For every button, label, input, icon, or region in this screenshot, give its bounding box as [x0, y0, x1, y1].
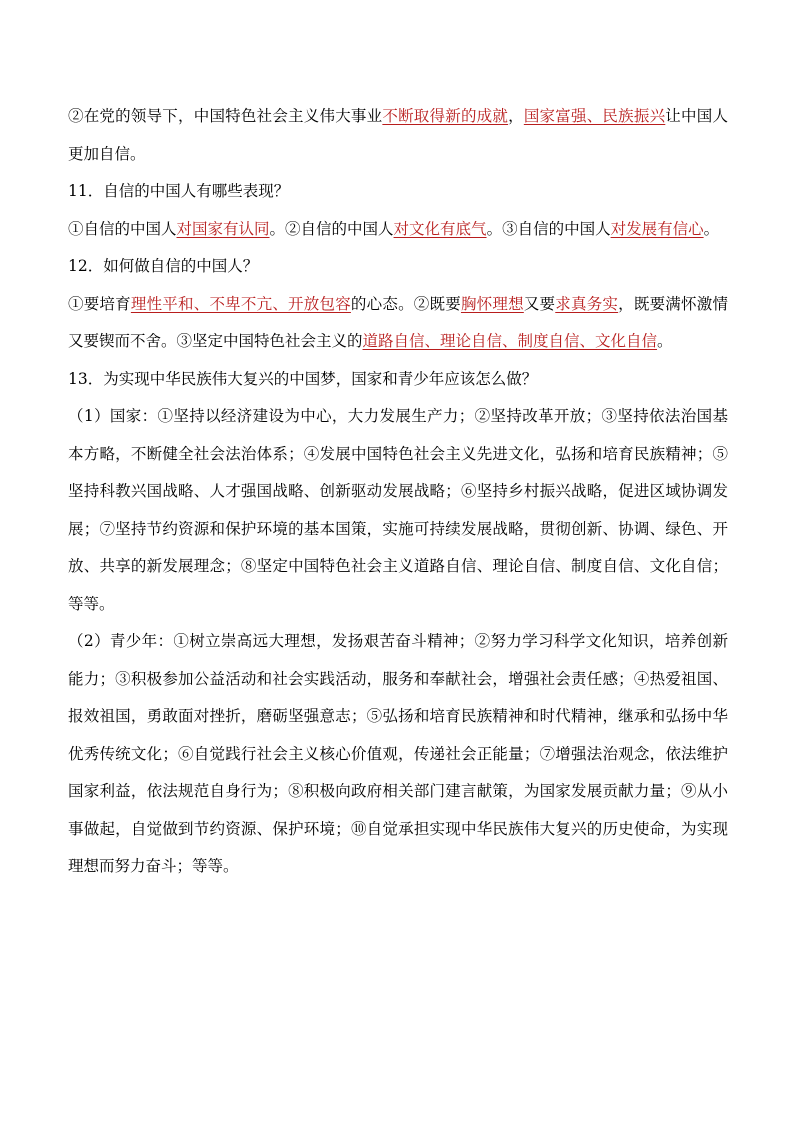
- key-point-underline: 理性平和、不卑不亢、开放包容: [130, 294, 351, 313]
- question-11: 11．自信的中国人有哪些表现？: [68, 182, 290, 200]
- answer-13-youth: （2）青少年：①树立崇高远大理想，发扬艰苦奋斗精神；②努力学习科学文化知识，培养创新能力；③积极参加公益活动和社会实践活动，服务和奉献社会，增强社会责任感；④热爱祖国、报效祖国，勇敢面对挫折，磨砺坚强意志；⑤弘扬和培育民族精神和时代精神，继承和弘扬中华优秀传统文化；⑥自觉践行社会主义核心价值观，传递社会正能量；⑦增强法治观念，依法维护国家利益，依法规范自身行为；⑧积极向政府相关部门建言献策，为国家发展贡献力量；⑨从小事做起，自觉做到节约资源、保护环境；⑩自觉承担实现中华民族伟大复兴的历史使命，为实现理想而努力奋斗；等等。: [68, 632, 728, 875]
- text-run: 让中国人更加自信。: [68, 107, 728, 163]
- question-13: 13．为实现中华民族伟大复兴的中国梦，国家和青少年应该怎么做？: [68, 369, 538, 388]
- text-run: ②在党的领导下，中国特色社会主义伟大事业: [68, 107, 383, 125]
- text-run: ①自信的中国人: [68, 219, 177, 238]
- text-run: ，: [508, 107, 524, 125]
- text-run: 。③自信的中国人: [486, 219, 611, 238]
- key-point-underline: 国家富强、民族振兴: [523, 107, 666, 125]
- key-point-underline: 道路自信、理论自信、制度自信、文化自信: [362, 332, 658, 350]
- key-point-underline: 对文化有底气: [393, 219, 487, 238]
- question-12: 12．如何做自信的中国人？: [68, 257, 259, 275]
- text-run: ①要培育: [68, 294, 131, 313]
- text-run: 。: [703, 219, 720, 238]
- document-page: [68, 98, 728, 886]
- text-run: 。: [657, 332, 673, 350]
- text-run: ，既要满怀激情又要锲而不舍。③坚定中国特色社会主义的: [68, 294, 728, 350]
- key-point-underline: 对发展有信心: [610, 219, 704, 238]
- answer-13-state: （1）国家：①坚持以经济建设为中心，大力发展生产力；②坚持改革开放；③坚持依法治国基本方略，不断健全社会法治体系；④发展中国特色社会主义先进文化，弘扬和培育民族精神；⑤坚持科教兴国战略、人才强国战略、创新驱动发展战略；⑥坚持乡村振兴战略，促进区域协调发展；⑦坚持节约资源和保护环境的基本国策，实施可持续发展战略，贯彻创新、协调、绿色、开放、共享的新发展理念；⑧坚定中国特色社会主义道路自信、理论自信、制度自信、文化自信；等等。: [68, 407, 728, 613]
- key-point-underline: 不断取得新的成就: [382, 107, 509, 125]
- key-point-underline: 对国家有认同: [176, 219, 270, 238]
- paragraph-confidence-reason: [68, 98, 728, 173]
- answer-11: [68, 211, 728, 249]
- text-run: 又要: [523, 294, 556, 313]
- answer-12: [68, 286, 728, 361]
- key-point-underline: 胸怀理想: [460, 294, 524, 313]
- key-point-underline: 求真务实: [555, 294, 619, 313]
- text-run: 。②自信的中国人: [269, 219, 394, 238]
- text-run: 的心态。②既要: [350, 294, 461, 313]
